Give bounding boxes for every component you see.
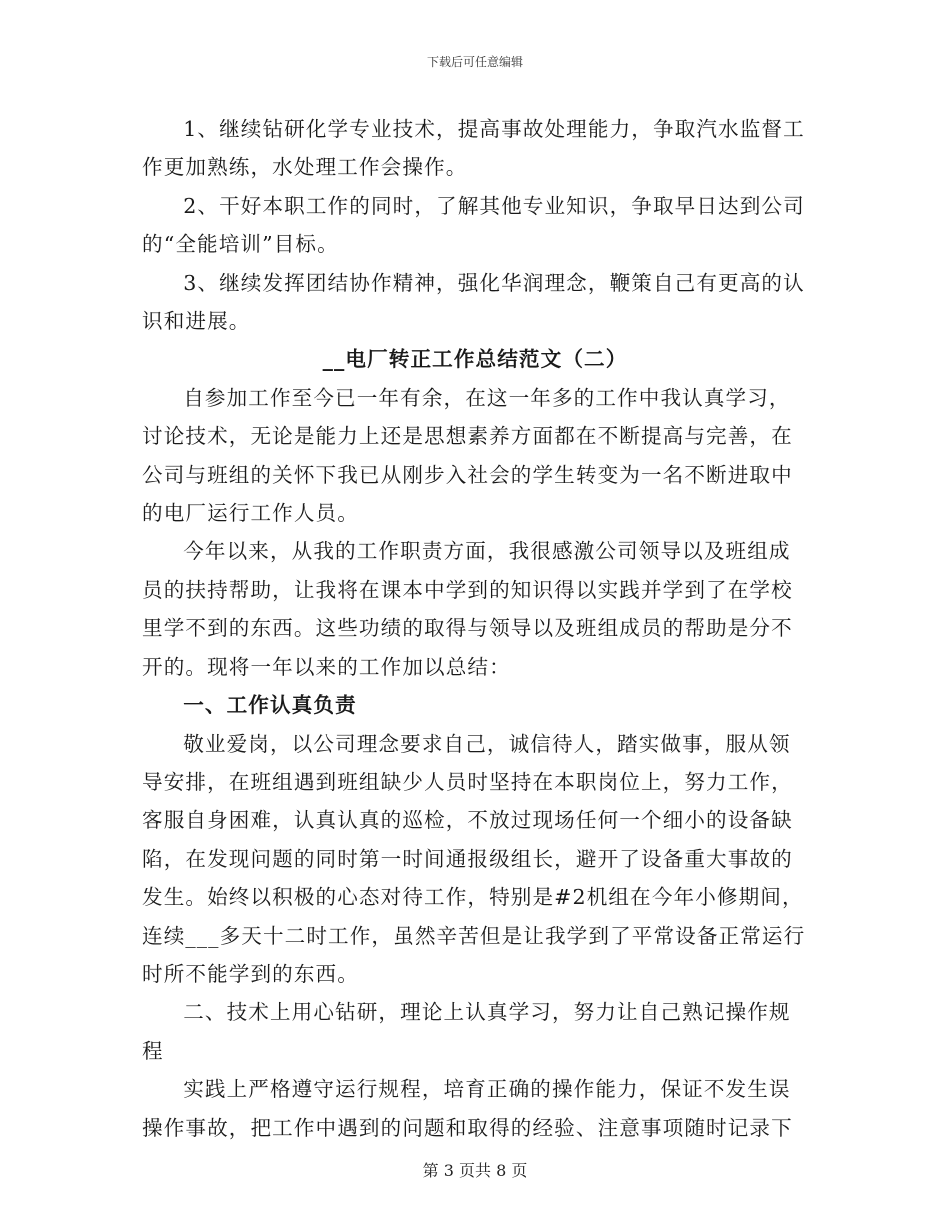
subheading: 一、工作认真负责: [183, 693, 357, 718]
page-header: 下载后可任意编辑: [426, 55, 523, 69]
paragraph: 今年以来，从我的工作职责方面，我很感激公司领导以及班组成员的扶持帮助，让我将在课本中学到的知识得以实践并学到了在学校里学不到的东西。这些功绩的取得与领导以及班组成员的帮助是分不开的。现将一年以来的工作加以总结：: [142, 539, 793, 679]
paragraph: 2、干好本职工作的同时，了解其他专业知识，争取早日达到公司的“全能培训”目标。: [142, 193, 805, 257]
paragraph: 自参加工作至今已一年有余，在这一年多的工作中我认真学习，讨论技术，无论是能力上还是思想素养方面都在不断提高与完善，在公司与班组的关怀下我已从刚步入社会的学生转变为一名不断进取中的电厂运行工作人员。: [142, 385, 793, 526]
section-title: __电厂转正工作总结范文（二）: [322, 347, 628, 372]
paragraph: 敬业爱岗，以公司理念要求自己，诚信待人，踏实做事，服从领导安排，在班组遇到班组缺少人员时坚持在本职岗位上，努力工作，客服自身困难，认真认真的巡检，不放过现场任何一个细小的设备缺陷，在发现问题的同时第一时间通报级组长，避开了设备重大事故的发生。始终以积极的心态对待工作，特别是#2机组在今年小修期间，连续___多天十二时工作，虽然辛苦但是让我学到了平常设备正常运行时所不能学到的东西。: [142, 731, 806, 986]
subheading: 二、技术上用心钻研，理论上认真学习，努力让自己熟记操作规程: [142, 1000, 791, 1063]
paragraph: 3、继续发挥团结协作精神，强化华润理念，鞭策自己有更高的认识和进展。: [142, 270, 805, 334]
paragraph: 1、继续钻研化学专业技术，提高事故处理能力，争取汽水监督工作更加熟练，水处理工作会操作。: [142, 117, 805, 180]
page-footer: 第 3 页共 8 页: [422, 1161, 528, 1180]
paragraph: 实践上严格遵守运行规程，培育正确的操作能力，保证不发生误操作事故，把工作中遇到的问题和取得的经验、注意事项随时记录下: [142, 1077, 793, 1140]
document-body: [142, 110, 808, 1147]
